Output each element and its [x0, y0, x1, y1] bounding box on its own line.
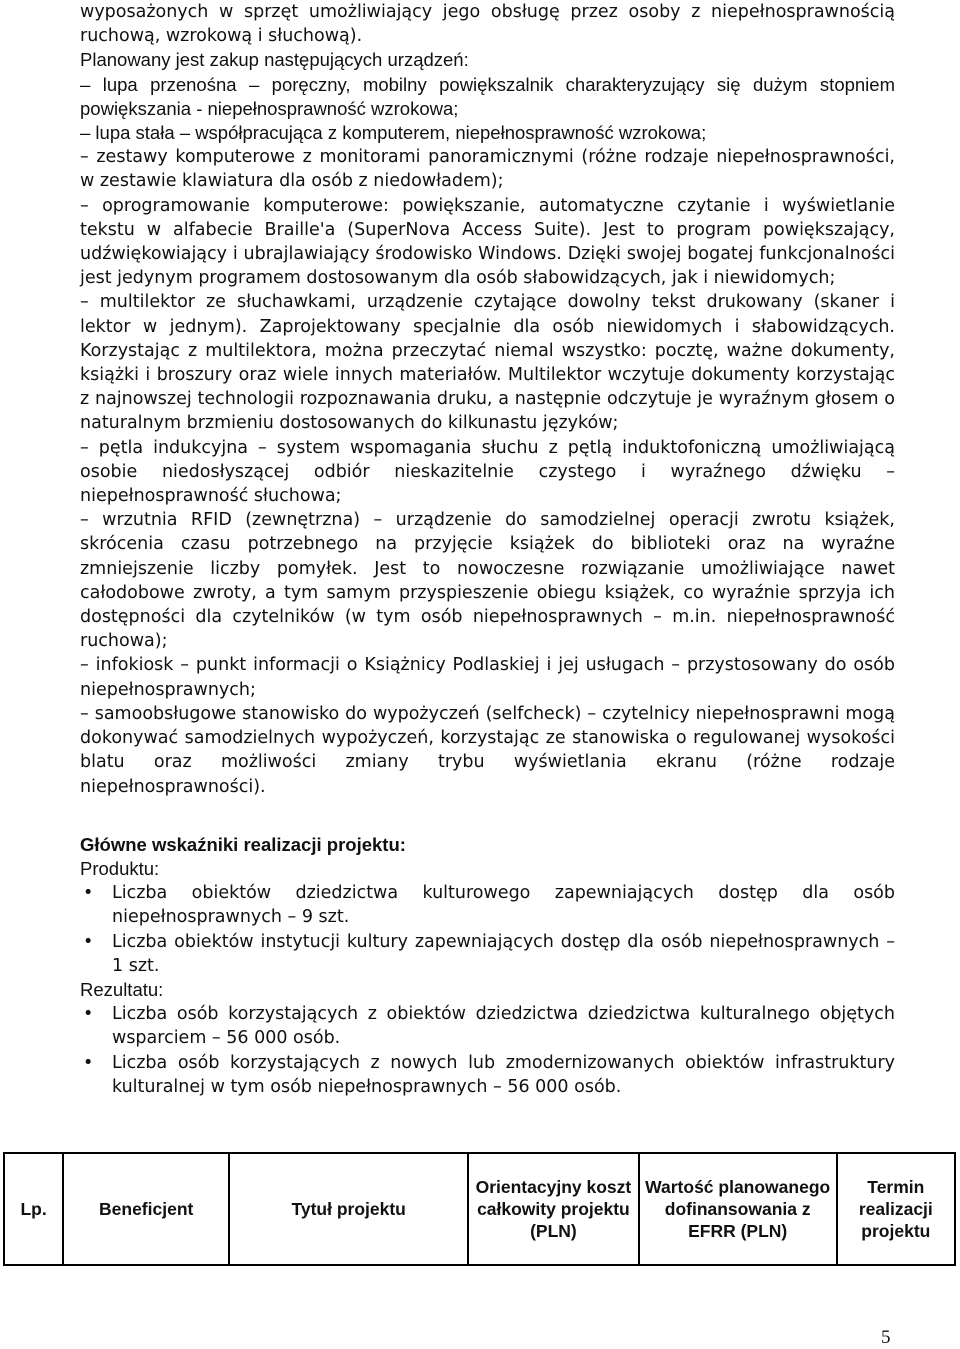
paragraph: – pętla indukcyjna – system wspomagania słuchu z pętlą induktofoniczną umożliwiającą osobie niedosłyszącej odbiór nieskazitelnie czystego i wyraźnego dźwięku – niepełnosprawność słuchowa;	[80, 437, 895, 507]
bullet-icon: •	[83, 1052, 94, 1073]
table-header-row	[4, 1153, 955, 1265]
col-header-total-cost: Orientacyjny koszt całkowity projektu (PLN)	[468, 1153, 639, 1265]
products-label: Produktu:	[80, 857, 160, 879]
col-header-project-title: Tytuł projektu	[229, 1153, 468, 1265]
col-header-lp: Lp.	[4, 1153, 63, 1265]
list-item-text: Liczba osób korzystających z obiektów dziedzictwa dziedzictwa kulturalnego objętych wsparciem – 56 000 osób.	[112, 1004, 895, 1049]
paragraph: – oprogramowanie komputerowe: powiększanie, automatyczne czytanie i wyświetlanie tekstu w alfabecie Braille'a (SuperNova Access Suite). Jest to program powiększający, udźwiękowiający i ubrajlawiający środowisko Windows. Dzięki swojej bogatej funkcjonalności jest jedynym programem dostosowanym dla osób słabowidzących, jak i niewidomych;	[80, 195, 895, 289]
list-item	[80, 1002, 895, 1050]
paragraph: – infokiosk – punkt informacji o Książnicy Podlaskiej i jej usługach – przystosowany do osób niepełnosprawnych;	[80, 655, 895, 700]
indicators-heading: Główne wskaźniki realizacji projektu:	[80, 833, 406, 855]
page-number: 5	[881, 1327, 891, 1348]
document-body	[80, 0, 895, 1099]
bullet-icon: •	[83, 1004, 94, 1025]
col-header-efrr-funding: Wartość planowanego dofinansowania z EFRR (PLN)	[639, 1153, 837, 1265]
paragraph: – lupa przenośna – poręczny, mobilny powiększalnik charakteryzujący się dużym stopniem powiększania - niepełnosprawność wzrokowa;	[80, 73, 895, 119]
products-list	[80, 881, 895, 978]
list-item-text: Liczba obiektów instytucji kultury zapewniających dostęp dla osób niepełnosprawnych – 1 szt.	[112, 931, 895, 976]
bullet-icon: •	[83, 883, 94, 904]
list-item-text: Liczba osób korzystających z nowych lub zmodernizowanych obiektów infrastruktury kulturalnej w tym osób niepełnosprawnych – 56 000 osób.	[112, 1052, 895, 1097]
paragraph: – wrzutnia RFID (zewnętrzna) – urządzenie do samodzielnej operacji zwrotu książek, skrócenia czasu potrzebnego na przyjęcie książek do biblioteki oraz na wyraźne zmniejszenie liczby pomyłek. Jest to nowoczesne rozwiązanie umożliwiające nawet całodobowe zwroty, a tym samym przyspieszenie obiegu książek, co wyraźnie sprzyja ich dostępności dla czytelników (w tym osób niepełnosprawnych – m.in. niepełnosprawność ruchowa);	[80, 510, 895, 652]
results-label: Rezultatu:	[80, 978, 164, 1000]
list-item	[80, 1051, 895, 1099]
bullet-icon: •	[83, 931, 94, 952]
paragraph: – zestawy komputerowe z monitorami panoramicznymi (różne rodzaje niepełnosprawności, w zestawie klawiatura dla osób z niedowładem);	[80, 147, 895, 192]
list-item-text: Liczba obiektów dziedzictwa kulturowego zapewniających dostęp dla osób niepełnosprawnych – 9 szt.	[112, 883, 895, 928]
projects-table	[3, 1152, 956, 1266]
paragraph: wyposażonych w sprzęt umożliwiający jego obsługę przez osoby z niepełnosprawnością ruchową, wzrokową i słuchową).	[80, 2, 895, 47]
paragraph: Planowany jest zakup następujących urządzeń:	[80, 49, 469, 71]
col-header-deadline: Termin realizacji projektu	[837, 1153, 955, 1265]
col-header-beneficiary: Beneficjent	[63, 1153, 229, 1265]
paragraph: – samoobsługowe stanowisko do wypożyczeń (selfcheck) – czytelnicy niepełnosprawni mogą dokonywać samodzielnych wypożyczeń, korzystając ze stanowiska o regulowanej wysokości blatu oraz możliwości zmiany trybu wyświetlania ekranu (różne rodzaje niepełnosprawności).	[80, 703, 895, 797]
paragraph: – lupa stała – współpracująca z komputerem, niepełnosprawność wzrokowa;	[80, 122, 707, 144]
list-item	[80, 930, 895, 978]
list-item	[80, 881, 895, 929]
paragraph: – multilektor ze słuchawkami, urządzenie czytające dowolny tekst drukowany (skaner i lektor w jednym). Zaprojektowany specjalnie dla osób niewidomych i słabowidzących. Korzystając z multilektora, można przeczytać niemal wszystko: pocztę, ważne dokumenty, książki i broszury oraz wiele innych materiałów. Multilektor wczytuje dokumenty korzystając z najnowszej technologii rozpoznawania druku, a następnie odczytuje je wyraźnym głosem o naturalnym brzmieniu dostosowanych do kilkunastu języków;	[80, 292, 895, 434]
results-list	[80, 1002, 895, 1099]
